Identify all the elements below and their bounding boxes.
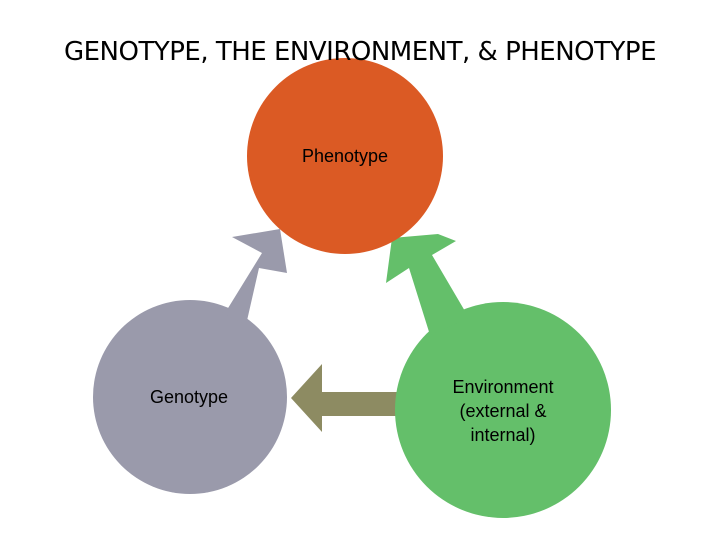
- environment-label-line-3: internal): [470, 425, 536, 445]
- environment-label-line-1: Environment: [452, 377, 554, 397]
- phenotype-label: Phenotype: [301, 146, 389, 166]
- environment-label-line-2: (external &: [459, 401, 547, 421]
- slide-title: GENOTYPE, THE ENVIRONMENT, & PHENOTYPE: [63, 37, 657, 67]
- arrow-environment-to-phenotype: [386, 234, 469, 335]
- genotype-label: Genotype: [149, 387, 229, 407]
